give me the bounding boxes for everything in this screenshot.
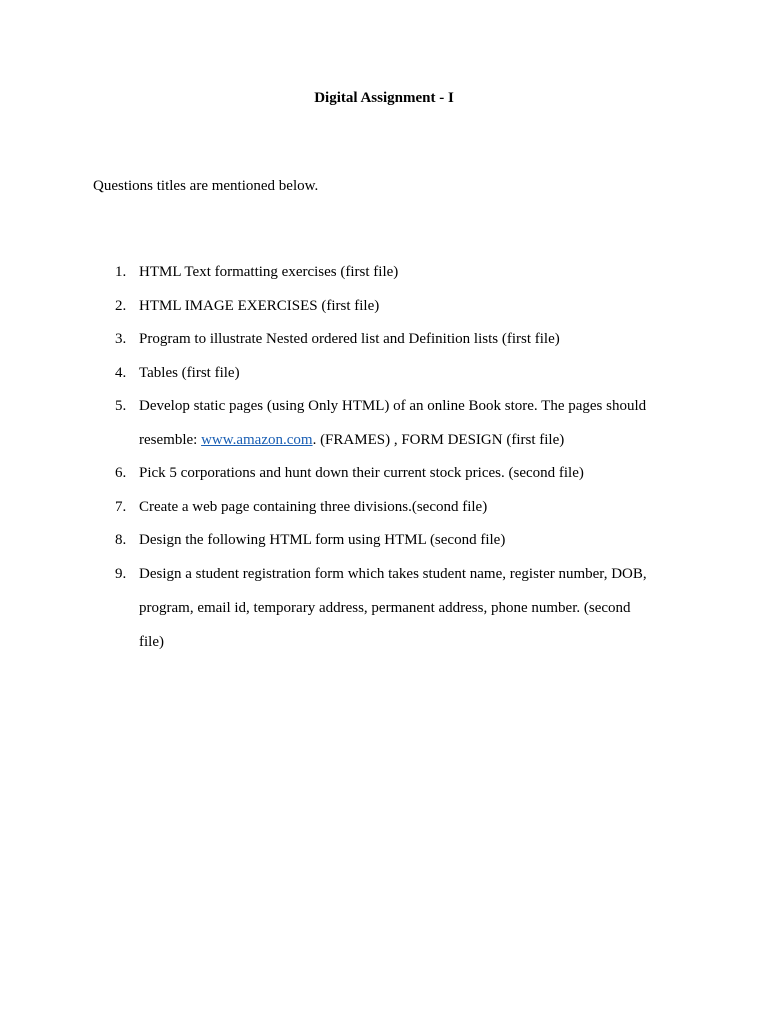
- item-number: 7.: [115, 499, 127, 515]
- amazon-link[interactable]: www.amazon.com: [201, 432, 313, 448]
- item-number: 9.: [115, 566, 127, 582]
- item-number: 3.: [115, 331, 127, 347]
- item-text: Design the following HTML form using HTML (second file): [139, 532, 506, 548]
- item-text: Design a student registration form which takes student name, register number, DOB,: [139, 566, 647, 582]
- item-text-continued: file): [139, 634, 164, 650]
- item-text: Program to illustrate Nested ordered list and Definition lists (first file): [139, 331, 560, 347]
- item-text-continued: program, email id, temporary address, permanent address, phone number. (second: [139, 600, 631, 616]
- item-text: Create a web page containing three divisions.(second file): [139, 499, 488, 515]
- document-title: Digital Assignment - I: [314, 90, 454, 106]
- item-text-continued: [139, 430, 564, 450]
- item-number: 6.: [115, 465, 127, 481]
- item-text: Tables (first file): [139, 365, 240, 381]
- item-text-suffix: . (FRAMES) , FORM DESIGN (first file): [312, 432, 565, 448]
- item-text: Develop static pages (using Only HTML) of an online Book store. The pages should: [139, 398, 647, 414]
- item-text-prefix: resemble:: [139, 432, 202, 448]
- item-text: Pick 5 corporations and hunt down their current stock prices. (second file): [139, 465, 584, 481]
- item-text: HTML IMAGE EXERCISES (first file): [139, 298, 380, 314]
- item-number: 8.: [115, 532, 127, 548]
- intro-text: Questions titles are mentioned below.: [93, 178, 319, 194]
- item-number: 1.: [115, 264, 127, 280]
- item-number: 2.: [115, 298, 127, 314]
- item-number: 4.: [115, 365, 127, 381]
- item-number: 5.: [115, 398, 127, 414]
- item-text: HTML Text formatting exercises (first file): [139, 264, 399, 280]
